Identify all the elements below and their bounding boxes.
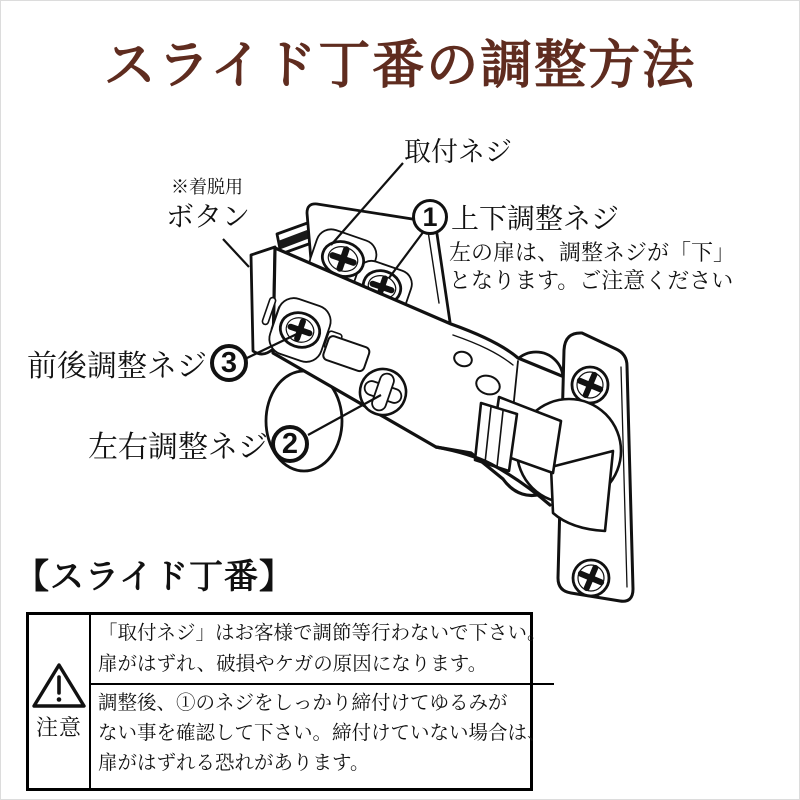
frontback-label-text: 前後調整ネジ xyxy=(27,350,207,383)
caution-label: 注意 xyxy=(35,714,82,740)
door-plate-screw-top xyxy=(572,367,608,403)
warning-triangle-icon xyxy=(32,662,86,710)
label-detach-note: ※着脱用 xyxy=(171,177,243,197)
label-updown-adjust-screw xyxy=(412,197,619,237)
caution-table xyxy=(26,612,547,791)
caution-cell xyxy=(29,615,91,788)
label-detach-button: ボタン xyxy=(166,201,251,232)
caution-row-2: 調整後、①のネジをしっかり締付けてゆるみが ない事を確認して下さい。締付けていない場合は、 扉がはずれる恐れがあります。 xyxy=(98,692,547,774)
updown-label-text: 上下調整ネジ xyxy=(451,203,620,234)
door-plate-screw-bottom xyxy=(573,560,609,596)
leftright-label-text: 左右調整ネジ xyxy=(88,431,268,464)
circled-number-2: 2 xyxy=(271,425,309,463)
updown-caution-note: 左の扉は、調整ネジが「下」 となります。ご注意ください xyxy=(449,240,736,293)
circled-number-1: 1 xyxy=(412,199,448,235)
label-frontback-adjust-screw xyxy=(27,341,248,385)
section-heading: 【スライド丁番】 xyxy=(15,558,294,596)
label-mounting-screw: 取付ネジ xyxy=(404,137,512,167)
caution-row-1: 「取付ネジ」はお客様で調節等行わないで下さい。 扉がはずれ、破損やケガの原因になります。 xyxy=(91,615,554,685)
circled-number-3: 3 xyxy=(210,344,248,382)
label-leftright-adjust-screw xyxy=(88,422,309,466)
pointer-detach-button xyxy=(223,239,249,267)
page-title: スライド丁番の調整方法 xyxy=(103,37,697,95)
